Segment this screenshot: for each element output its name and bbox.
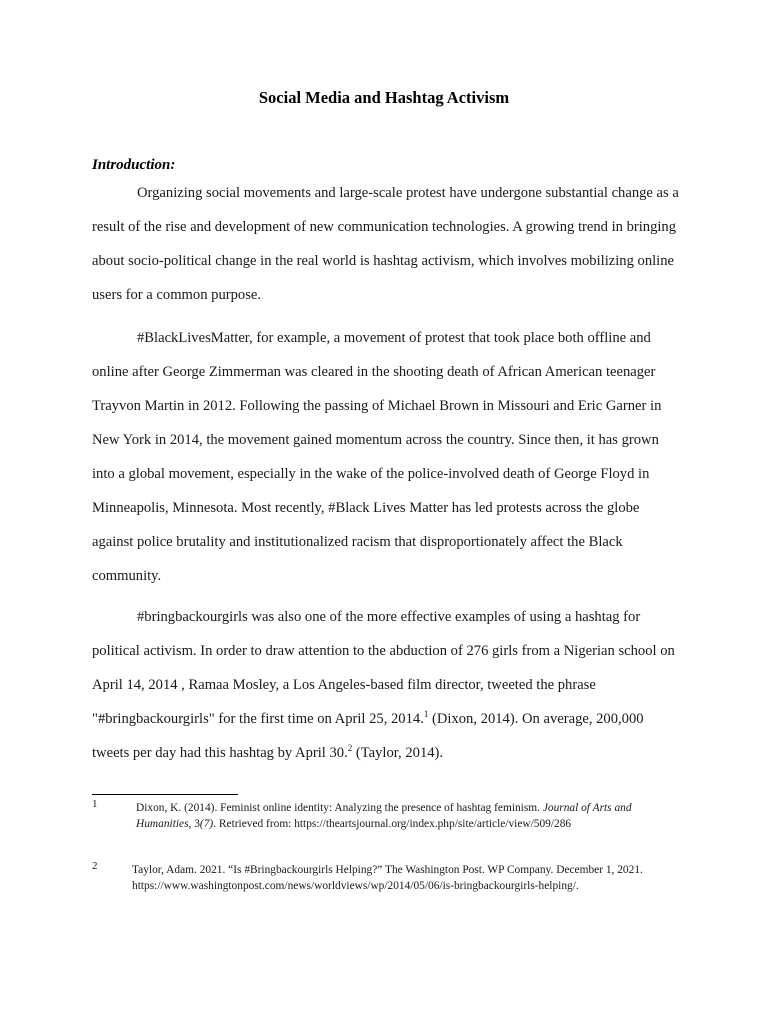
paragraph-bringbackourgirls — [92, 600, 682, 770]
document-title: Social Media and Hashtag Activism — [258, 88, 510, 107]
journal-title: Journal of Arts and Humanities — [136, 802, 632, 830]
section-heading: Introduction: — [92, 157, 176, 173]
paragraph-text: Organizing social movements and large-scale protest have undergone substantial change as a result of the rise and development of new communication technologies. A growing trend in bringing about socio-political change in the real world is hashtag activism, which involves mobilizing online users for a common purpose. — [92, 185, 679, 303]
paragraph-introduction — [92, 176, 682, 312]
footnote-reference-1[interactable]: 1 — [423, 709, 429, 720]
footnote-text: Taylor, Adam. 2021. “Is #Bringbackourgirls Helping?” The Washington Post. WP Company. December 1, 2021. https://www.washingtonpost.com/news/worldviews/wp/2014/05/06/is-bringbackourgirls-helping/. — [132, 864, 643, 892]
paragraph-text: (Dixon, 2014). On average, 200,000 tweets per day had this hashtag by April 30. — [92, 711, 644, 761]
paragraph-blacklivesmatter — [92, 321, 682, 593]
footnote-text: Dixon, K. (2014). Feminist online identity: Analyzing the presence of hashtag feminism. Journal of Arts and Humanities, 3(7). Retrieved from: https://theartsjournal.org/index.php/site/article/view/509/286 — [136, 802, 632, 830]
footnote-separator — [92, 794, 238, 795]
paragraph-text: #BlackLivesMatter, for example, a movement of protest that took place both offline and online after George Zimmerman was cleared in the shooting death of African American teenager Trayvon Martin in 2012. Following the passing of Michael Brown in Missouri and Eric Garner in New York in 2014, the movement gained momentum across the country. Since then, it has grown into a global movement, especially in the wake of the police-involved death of George Floyd in Minneapolis, Minnesota. Most recently, #Black Lives Matter has led protests across the globe against police brutality and institutionalized racism that disproportionately affect the Black community. — [92, 330, 662, 584]
footnote-reference-2[interactable]: 2 — [347, 743, 353, 754]
footnote-number: 1 — [92, 798, 98, 810]
paragraph-text: (Taylor, 2014). — [352, 745, 444, 761]
paragraph-text: #bringbackourgirls was also one of the more effective examples of using a hashtag for political activism. In order to draw attention to the abduction of 276 girls from a Nigerian school on April 14, 2014 , Ramaa Mosley, a Los Angeles-based film director, tweeted the phrase "#bringbackourgirls" for the first time on April 25, 2014. — [92, 609, 675, 727]
footnote-number: 2 — [92, 860, 98, 872]
